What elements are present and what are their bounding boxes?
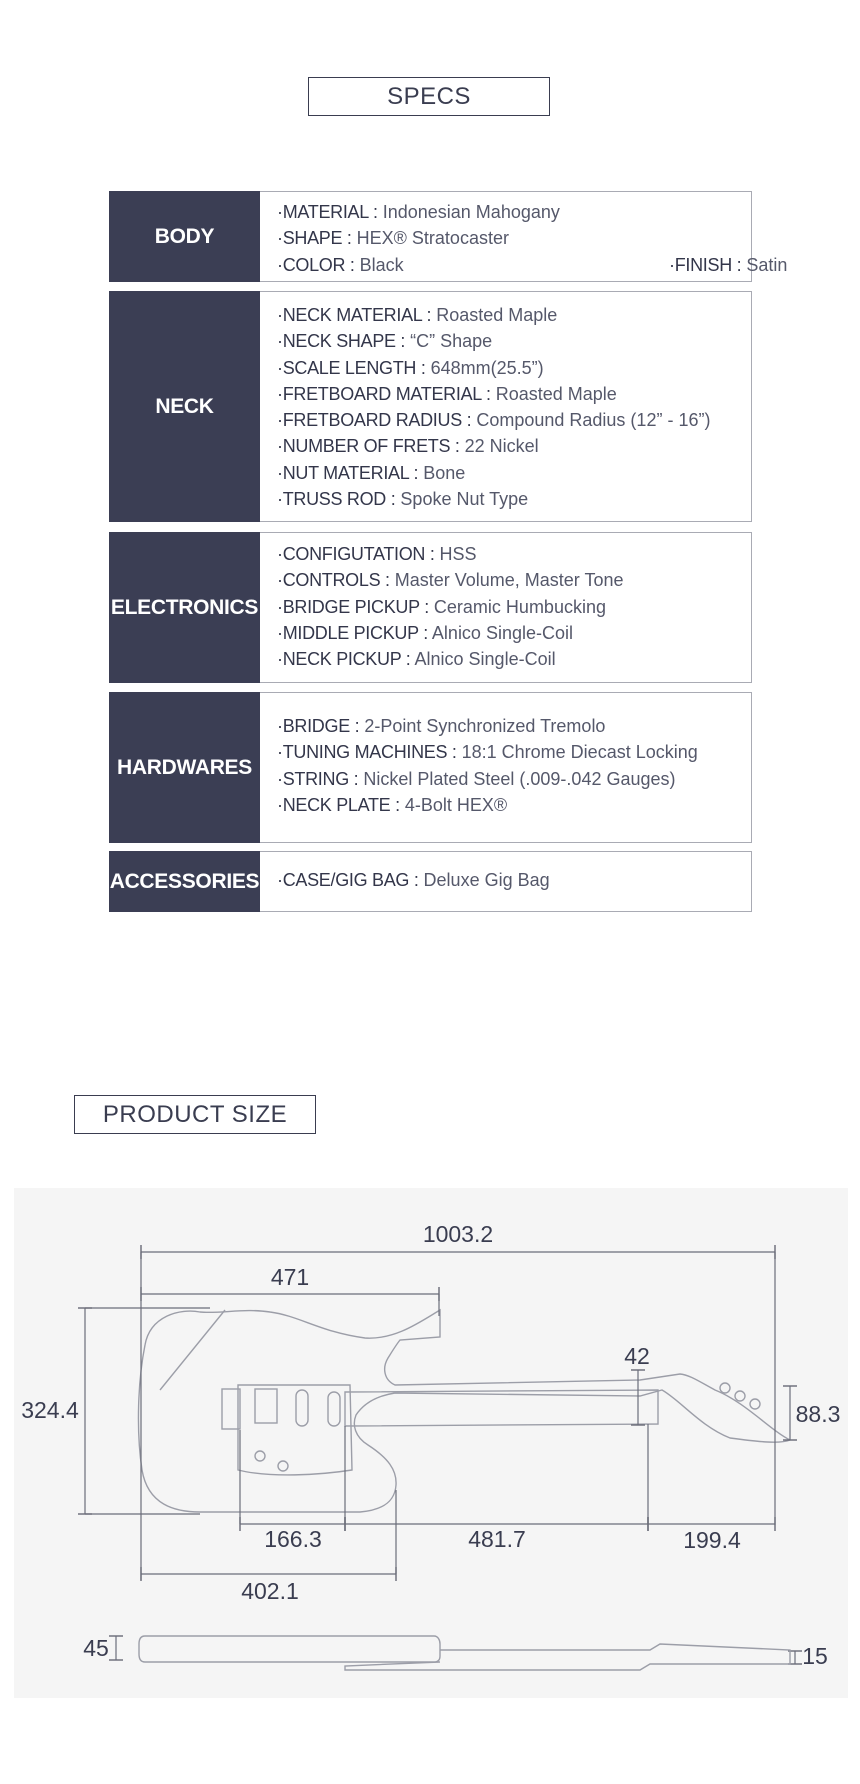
- tuner-shape: [735, 1391, 745, 1401]
- bridge-to-neck-label: 166.3: [264, 1526, 322, 1552]
- tuner-shape: [720, 1383, 730, 1393]
- side-neck-shape: [345, 1644, 790, 1670]
- body-lower-label: 402.1: [241, 1578, 299, 1604]
- spec-key: ·NUMBER OF FRETS :: [277, 436, 460, 457]
- spec-label: ACCESSORIES: [109, 851, 260, 912]
- spec-value: Bone: [423, 462, 466, 483]
- headstock-width-label: 88.3: [795, 1401, 841, 1427]
- spec-value: Spoke Nut Type: [400, 489, 529, 510]
- neck-pickup-shape: [328, 1392, 340, 1426]
- guitar-front-outline: [138, 1310, 790, 1512]
- dimension-labels: [21, 1221, 840, 1669]
- spec-key: ·CONTROLS :: [277, 570, 390, 591]
- body-thickness-label: 45: [83, 1635, 109, 1661]
- spec-value: Satin: [746, 254, 788, 275]
- spec-value: HSS: [439, 544, 477, 564]
- tuner-shape: [750, 1399, 760, 1409]
- spec-key: ·CASE/GIG BAG :: [277, 870, 419, 890]
- spec-value: 22 Nickel: [464, 436, 539, 457]
- spec-value: Compound Radius (12” - 16”): [476, 410, 711, 431]
- spec-value: Nickel Plated Steel (.009-.042 Gauges): [363, 768, 676, 789]
- spec-key: ·BRIDGE PICKUP :: [277, 596, 429, 617]
- spec-value: Indonesian Mahogany: [382, 202, 560, 222]
- spec-key: ·FINISH :: [669, 254, 742, 275]
- product-size-title: PRODUCT SIZE: [74, 1095, 316, 1134]
- spec-key: ·NECK SHAPE :: [277, 331, 406, 352]
- spec-key: ·CONFIGUTATION :: [277, 544, 435, 564]
- spec-key: ·COLOR :: [277, 254, 355, 275]
- guitar-side-outline: [139, 1636, 790, 1670]
- spec-key: ·STRING :: [277, 768, 359, 789]
- spec-value: Alnico Single-Coil: [431, 622, 573, 643]
- spec-value: 18:1 Chrome Diecast Locking: [461, 742, 698, 763]
- spec-label: ELECTRONICS: [109, 532, 260, 683]
- spec-label: HARDWARES: [109, 692, 260, 843]
- spec-value: Alnico Single-Coil: [414, 649, 556, 670]
- spec-value: Ceramic Humbucking: [433, 596, 606, 617]
- spec-key: ·MATERIAL :: [277, 202, 378, 222]
- spec-value: Roasted Maple: [495, 383, 617, 404]
- spec-value: 4-Bolt HEX®: [404, 794, 508, 815]
- guitar-body-shape: [138, 1310, 790, 1512]
- spec-key: ·NUT MATERIAL :: [277, 462, 419, 483]
- spec-label: BODY: [109, 191, 260, 282]
- volume-knob-shape: [255, 1451, 265, 1461]
- neck-width-label: 42: [624, 1343, 650, 1369]
- spec-value: 648mm(25.5”): [430, 357, 544, 378]
- spec-key: ·FRETBOARD RADIUS :: [277, 410, 472, 431]
- spec-value: 2-Point Synchronized Tremolo: [364, 716, 606, 736]
- spec-key: ·NECK PICKUP :: [277, 649, 411, 670]
- spec-key: ·FRETBOARD MATERIAL :: [277, 383, 491, 404]
- spec-key: ·TUNING MACHINES :: [277, 742, 457, 763]
- spec-value: Black: [359, 254, 404, 275]
- spec-label: NECK: [109, 291, 260, 522]
- spec-value: Roasted Maple: [436, 305, 558, 325]
- spec-value: “C” Shape: [410, 331, 493, 352]
- spec-key: ·BRIDGE :: [277, 716, 360, 736]
- spec-value: Deluxe Gig Bag: [423, 870, 550, 890]
- spec-key: ·TRUSS ROD :: [277, 489, 396, 510]
- spec-key: ·NECK MATERIAL :: [277, 305, 432, 325]
- body-contour-line: [160, 1310, 225, 1390]
- body-width-label: 324.4: [21, 1397, 79, 1423]
- spec-key: ·NECK PLATE :: [277, 794, 400, 815]
- humbucker-shape: [255, 1389, 277, 1423]
- spec-value: HEX® Stratocaster: [356, 228, 509, 249]
- specs-title: SPECS: [308, 77, 550, 116]
- neck-thickness-label: 15: [802, 1643, 828, 1669]
- spec-value: Master Volume, Master Tone: [394, 570, 624, 591]
- headstock-length-label: 199.4: [683, 1527, 741, 1553]
- neck-length-label: 481.7: [468, 1526, 526, 1552]
- side-body-shape: [139, 1636, 440, 1662]
- overall-length-label: 1003.2: [422, 1221, 494, 1247]
- spec-key: ·SHAPE :: [277, 228, 352, 249]
- spec-key: ·MIDDLE PICKUP :: [277, 622, 428, 643]
- tone-knob-shape: [278, 1461, 288, 1471]
- middle-pickup-shape: [296, 1390, 308, 1426]
- body-length-label: 471: [270, 1264, 310, 1290]
- spec-key: ·SCALE LENGTH :: [277, 357, 426, 378]
